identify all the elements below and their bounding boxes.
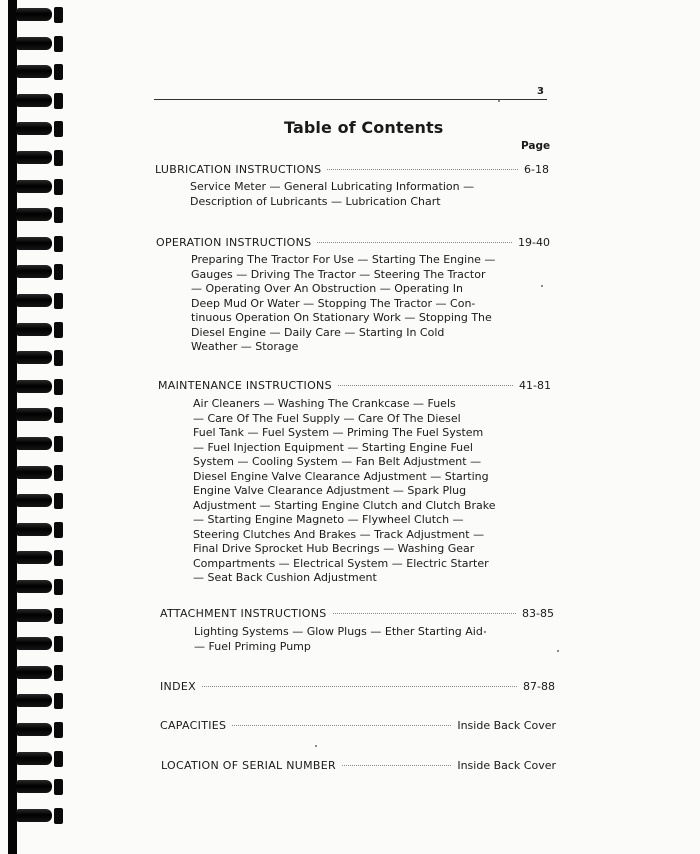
- punch-hole: [54, 64, 63, 80]
- description-line: Description of Lubricants — Lubrication Chart: [190, 194, 441, 208]
- toc-entry-pages: 6-18: [524, 163, 549, 176]
- binding-loop: [16, 208, 52, 221]
- punch-hole: [54, 322, 63, 338]
- punch-hole: [54, 264, 63, 280]
- punch-hole: [54, 493, 63, 509]
- description-line: Adjustment — Starting Engine Clutch and Clutch Brake: [193, 498, 496, 512]
- punch-hole: [54, 608, 63, 624]
- toc-entry-serial-number: [161, 759, 556, 772]
- binding-loop: [16, 65, 52, 78]
- binding-loop: [16, 294, 52, 307]
- paper-speck: [541, 285, 543, 287]
- description-line: Steering Clutches And Brakes — Track Adjustment —: [193, 527, 485, 541]
- spiral-binding: [0, 0, 80, 854]
- description-line: Lighting Systems — Glow Plugs — Ether Starting Aid: [194, 625, 483, 638]
- binding-loop: [16, 723, 52, 736]
- toc-entry-title: INDEX: [160, 680, 196, 693]
- punch-hole: [54, 350, 63, 366]
- punch-hole: [54, 207, 63, 223]
- binding-loop: [16, 8, 52, 21]
- punch-hole: [54, 179, 63, 195]
- binding-loop: [16, 408, 52, 421]
- description-line: Fuel Tank — Fuel System — Priming The Fuel System: [193, 426, 484, 439]
- punch-hole: [54, 579, 63, 595]
- description-line: — Seat Back Cushion Adjustment: [193, 571, 377, 584]
- page-column-label: Page: [521, 140, 551, 152]
- toc-entry-pages: 83-85: [522, 607, 554, 620]
- paper-speck: [498, 100, 500, 102]
- binding-loop: [16, 637, 52, 650]
- punch-hole: [54, 7, 63, 23]
- binding-loop: [16, 666, 52, 679]
- toc-entry-pages: 41-81: [519, 379, 551, 392]
- binding-loop: [16, 752, 52, 765]
- punch-hole: [54, 522, 63, 538]
- toc-entry-pages: Inside Back Cover: [457, 759, 556, 772]
- binding-loop: [16, 551, 52, 564]
- punch-hole: [54, 36, 63, 52]
- binding-loop: [16, 609, 52, 622]
- toc-entry-operation: [156, 236, 550, 249]
- description-line: tinuous Operation On Stationary Work — Stopping The: [191, 311, 492, 324]
- punch-hole: [54, 93, 63, 109]
- description-line: — Fuel Injection Equipment — Starting Engine Fuel: [193, 440, 473, 454]
- punch-hole: [54, 436, 63, 452]
- leader-dots: [327, 169, 518, 170]
- punch-hole: [54, 465, 63, 481]
- description-line: Deep Mud Or Water — Stopping The Tractor — Con-: [191, 296, 476, 310]
- punch-hole: [54, 636, 63, 652]
- toc-entry-title: LUBRICATION INSTRUCTIONS: [155, 163, 322, 176]
- toc-entry-description: [190, 180, 492, 209]
- punch-hole: [54, 379, 63, 395]
- description-line: Compartments — Electrical System — Electric Starter: [193, 556, 489, 570]
- description-line: Gauges — Driving The Tractor — Steering The Tractor: [191, 267, 486, 281]
- description-line: Engine Valve Clearance Adjustment — Spark Plug: [193, 484, 467, 497]
- punch-hole: [54, 722, 63, 738]
- binding-loop: [16, 351, 52, 364]
- description-line: — Starting Engine Magneto — Flywheel Clutch —: [193, 513, 464, 526]
- paper-speck: [315, 745, 317, 747]
- description-line: Preparing The Tractor For Use — Starting The Engine —: [191, 253, 496, 266]
- toc-entry-title: MAINTENANCE INSTRUCTIONS: [158, 379, 332, 392]
- description-line: — Fuel Priming Pump: [194, 639, 311, 653]
- toc-entry-pages: 87-88: [523, 680, 555, 693]
- binding-loop: [16, 580, 52, 593]
- toc-entry-capacities: [160, 719, 556, 732]
- toc-entry-title: CAPACITIES: [160, 719, 227, 732]
- punch-hole: [54, 236, 63, 252]
- description-line: Air Cleaners — Washing The Crankcase — Fuels: [193, 397, 456, 410]
- binding-loop: [16, 780, 52, 793]
- toc-entry-description: [191, 253, 496, 355]
- binding-loop: [16, 694, 52, 707]
- toc-entry-description: [194, 625, 496, 654]
- leader-dots: [338, 385, 513, 386]
- paper-speck: [484, 631, 486, 633]
- binding-loop: [16, 494, 52, 507]
- toc-entry-pages: Inside Back Cover: [457, 719, 556, 732]
- description-line: Weather — Storage: [191, 340, 299, 353]
- binding-loop: [16, 180, 52, 193]
- punch-hole: [54, 550, 63, 566]
- binding-loop: [16, 437, 52, 450]
- punch-hole: [54, 121, 63, 137]
- leader-dots: [202, 686, 517, 687]
- description-line: Diesel Engine — Daily Care — Starting In Cold: [191, 325, 445, 339]
- binding-loop: [16, 237, 52, 250]
- toc-entry-title: OPERATION INSTRUCTIONS: [156, 236, 312, 249]
- description-line: — Operating Over An Obstruction — Operating In: [191, 282, 463, 295]
- punch-hole: [54, 751, 63, 767]
- toc-entry-title: LOCATION OF SERIAL NUMBER: [161, 759, 336, 772]
- toc-entry-index: [160, 680, 555, 693]
- leader-dots: [317, 242, 512, 243]
- toc-entry-description: [193, 397, 495, 586]
- binding-loop: [16, 94, 52, 107]
- description-line: Diesel Engine Valve Clearance Adjustment — Starting: [193, 469, 489, 483]
- paper-speck: [557, 650, 559, 652]
- punch-hole: [54, 779, 63, 795]
- binding-loop: [16, 380, 52, 393]
- description-line: Service Meter — General Lubricating Information —: [190, 180, 475, 193]
- toc-entry-lubrication: [155, 163, 549, 176]
- punch-hole: [54, 293, 63, 309]
- punch-hole: [54, 407, 63, 423]
- punch-hole: [54, 150, 63, 166]
- leader-dots: [342, 765, 451, 766]
- leader-dots: [232, 725, 451, 726]
- binding-loop: [16, 466, 52, 479]
- binding-loop: [16, 37, 52, 50]
- description-line: — Care Of The Fuel Supply — Care Of The Diesel: [193, 411, 461, 425]
- punch-hole: [54, 665, 63, 681]
- toc-entry-title: ATTACHMENT INSTRUCTIONS: [160, 607, 327, 620]
- header-rule: [154, 99, 547, 100]
- toc-entry-attachment: [160, 607, 554, 620]
- description-line: Final Drive Sprocket Hub Becrings — Washing Gear: [193, 542, 475, 555]
- punch-hole: [54, 693, 63, 709]
- page-number: 3: [537, 86, 544, 97]
- description-line: System — Cooling System — Fan Belt Adjustment —: [193, 455, 482, 468]
- binding-loop: [16, 809, 52, 822]
- punch-hole: [54, 808, 63, 824]
- binding-loop: [16, 265, 52, 278]
- binding-loop: [16, 151, 52, 164]
- toc-entry-maintenance: [158, 379, 551, 392]
- page-title: Table of Contents: [284, 118, 444, 137]
- toc-entry-pages: 19-40: [518, 236, 550, 249]
- leader-dots: [333, 613, 517, 614]
- binding-loop: [16, 323, 52, 336]
- binding-loop: [16, 523, 52, 536]
- binding-loop: [16, 122, 52, 135]
